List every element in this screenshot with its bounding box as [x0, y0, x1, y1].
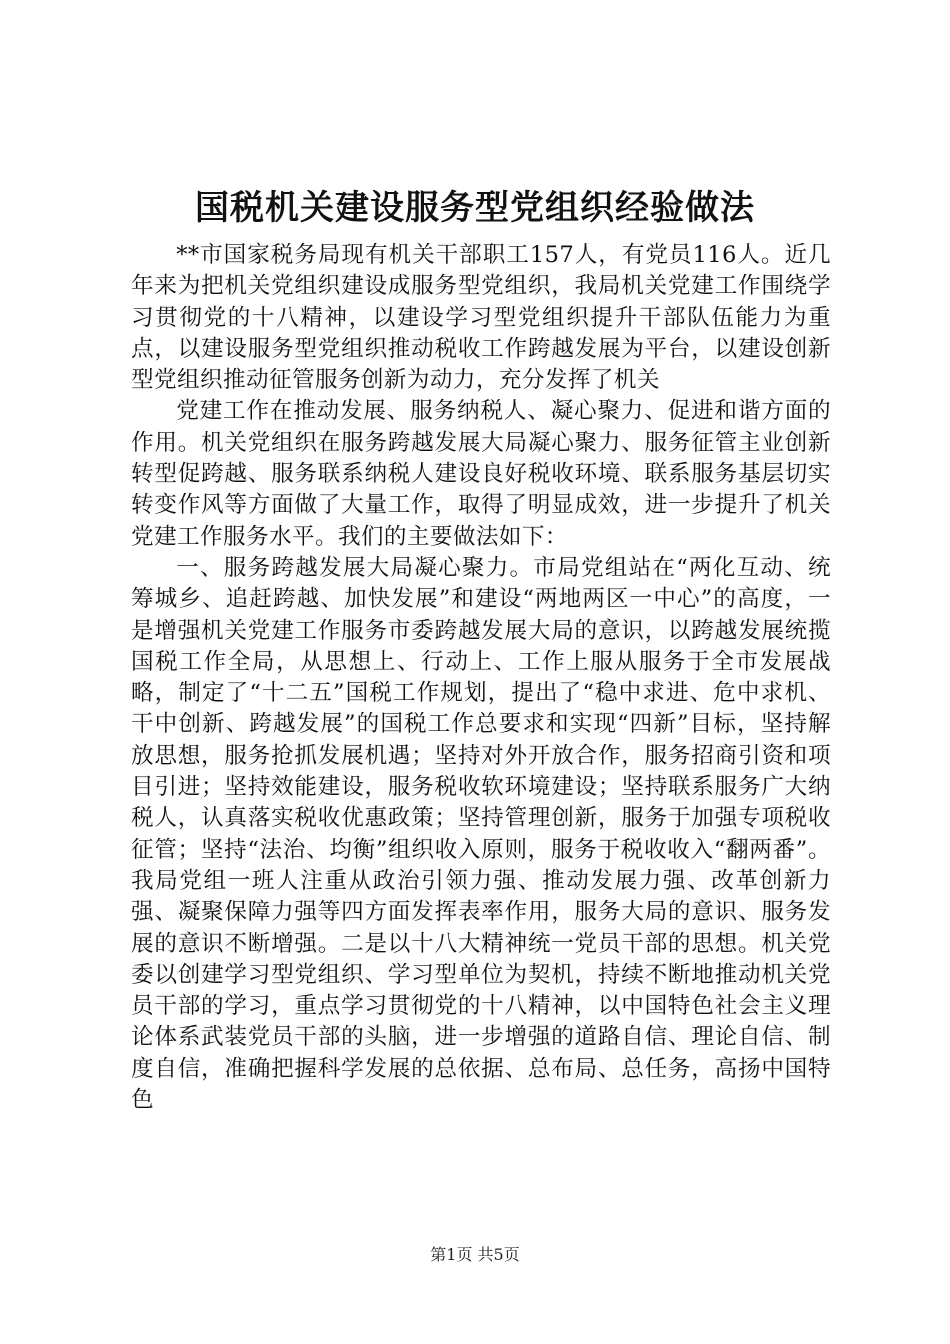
document-body: [131, 240, 831, 1116]
document-title: 国税机关建设服务型党组织经验做法: [195, 188, 755, 228]
paragraph-section-one: 一、服务跨越发展大局凝心聚力。市局党组站在“两化互动、统筹城乡、追赶跨越、加快发展”和建设“两地两区一中心”的高度，一是增强机关党建工作服务市委跨越发展大局的意识，以跨越发展统揽国税工作全局，从思想上、行动上、工作上服从服务于全市发展战略，制定了“十二五”国税工作规划，提出了“稳中求进、危中求机、干中创新、跨越发展”的国税工作总要求和实现“四新”目标，坚持解放思想，服务抢抓发展机遇；坚持对外开放合作，服务招商引资和项目引进；坚持效能建设，服务税收软环境建设；坚持联系服务广大纳税人，认真落实税收优惠政策；坚持管理创新，服务于加强专项税收征管；坚持“法治、均衡”组织收入原则，服务于税收收入“翻两番”。我局党组一班人注重从政治引领力强、推动发展力强、改革创新力强、凝聚保障力强等四方面发挥表率作用，服务大局的意识、服务发展的意识不断增强。二是以十八大精神统一党员干部的思想。机关党委以创建学习型党组织、学习型单位为契机，持续不断地推动机关党员干部的学习，重点学习贯彻党的十八精神，以中国特色社会主义理论体系武装党员干部的头脑，进一步增强的道路自信、理论自信、制度自信，准确把握科学发展的总依据、总布局、总任务，高扬中国特色: [131, 554, 832, 1114]
page-number-footer: 第1页 共5页: [430, 1245, 520, 1264]
paragraph-party-building: 党建工作在推动发展、服务纳税人、凝心聚力、促进和谐方面的作用。机关党组织在服务跨越发展大局凝心聚力、服务征管主业创新转型促跨越、服务联系纳税人建设良好税收环境、联系服务基层切实转变作风等方面做了大量工作，取得了明显成效，进一步提升了机关党建工作服务水平。我们的主要做法如下：: [131, 398, 831, 550]
paragraph-intro: **市国家税务局现有机关干部职工157人，有党员116人。近几年来为把机关党组织建设成服务型党组织，我局机关党建工作围绕学习贯彻党的十八精神，以建设学习型党组织提升干部队伍能力为重点，以建设服务型党组织推动税收工作跨越发展为平台，以建设创新型党组织推动征管服务创新为动力，充分发挥了机关: [131, 242, 831, 394]
